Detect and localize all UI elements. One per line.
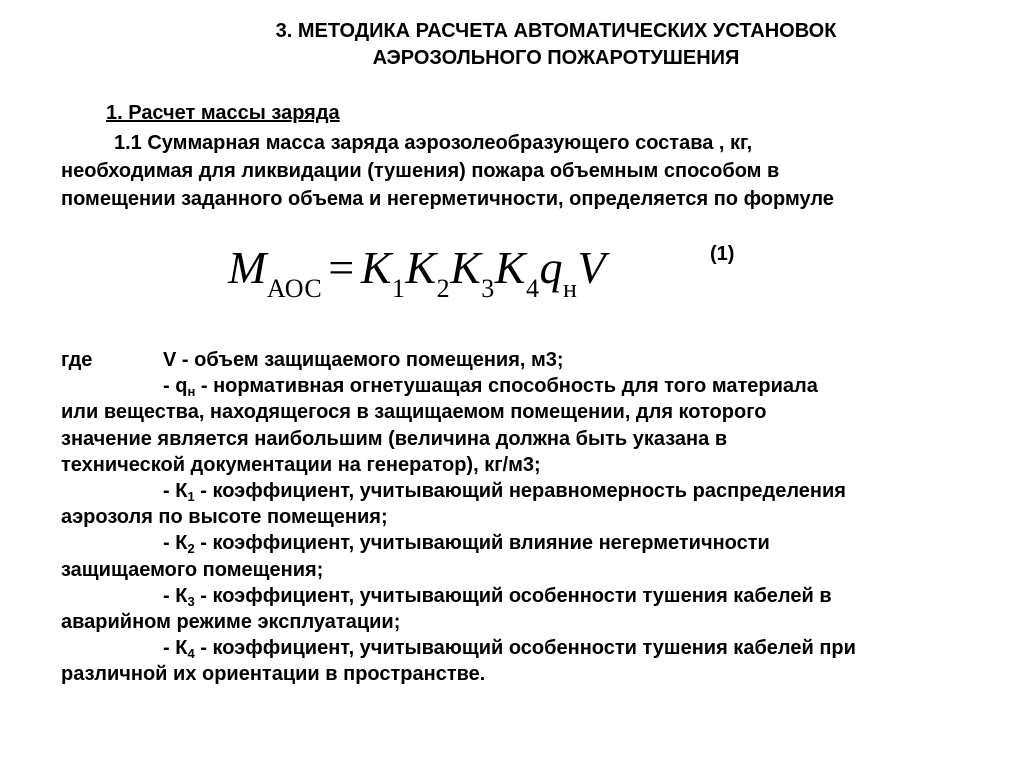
formula-q-subscript: н [562,274,578,303]
def-k1-cont: аэрозоля по высоте помещения; [61,506,388,529]
formula-v: V [577,242,606,293]
def-k1-subscript: 1 [187,489,195,505]
formula-number: (1) [710,243,735,265]
formula-k: K [494,242,526,293]
definitions [61,347,981,688]
def-k2-text: - коэффициент, учитывающий влияние негерметичности [194,532,770,555]
def-k1-text: - коэффициент, учитывающий неравномерность распределения [194,480,846,503]
def-k2-cont: защищаемого помещения; [61,558,324,581]
formula-k: K [360,242,392,293]
def-k2-subscript: 2 [187,541,195,557]
def-q-cont: или вещества, находящегося в защищаемом помещении, для которого [61,401,767,424]
intro-line: необходимая для ликвидации (тушения) пожара объемным способом в [61,160,780,182]
def-k2-symbol: - К [163,532,188,555]
formula-k: K [450,242,482,293]
intro-line: помещении заданного объема и негерметичности, определяется по формуле [61,188,834,210]
def-k3-subscript: 3 [187,593,195,609]
formula-q: q [539,242,563,293]
intro-line: 1.1 Суммарная масса заряда аэрозолеобразующего состава , кг, [114,132,753,154]
formula-m: M [228,242,267,293]
def-k4-symbol: - К [163,637,188,660]
formula-k: K [405,242,437,293]
formula-equals: = [328,242,355,293]
def-k1 [61,478,981,504]
where-label: где [61,349,93,371]
def-q-symbol: - q [163,375,188,398]
def-k3 [61,583,981,609]
title-line-1: 3. МЕТОДИКА РАСЧЕТА АВТОМАТИЧЕСКИХ УСТАНОВОК [275,20,837,42]
formula-m-subscript: АОС [266,274,323,303]
def-k4-subscript: 4 [187,646,195,662]
section-heading: 1. Расчет массы заряда [106,102,340,124]
formula-k3-subscript: 3 [481,274,495,303]
def-k1-symbol: - К [163,480,188,503]
def-k4-cont: различной их ориентации в пространстве. [61,663,486,686]
formula [228,238,606,303]
def-v [61,347,981,373]
def-v-text: V - объем защищаемого помещения, м3; [163,349,564,371]
def-k4-text: - коэффициент, учитывающий особенности тушения кабелей при [194,637,856,660]
def-q-cont: значение является наибольшим (величина должна быть указана в [61,427,728,450]
def-k2 [61,530,981,556]
title-line-2: АЭРОЗОЛЬНОГО ПОЖАРОТУШЕНИЯ [372,47,740,69]
formula-k1-subscript: 1 [391,274,406,303]
def-q [61,373,981,399]
slide-title [0,18,1024,72]
formula-k4-subscript: 4 [525,274,540,303]
def-q-cont: технической документации на генератор), кг/м3; [61,453,541,476]
def-k3-text: - коэффициент, учитывающий особенности тушения кабелей в [194,584,832,607]
def-k3-cont: аварийном режиме эксплуатации; [61,611,401,634]
def-k3-symbol: - К [163,584,188,607]
def-q-text: - нормативная огнетушащая способность для того материала [195,375,818,398]
def-k4 [61,635,981,661]
def-q-subscript: н [187,384,196,400]
intro-paragraph [61,129,981,213]
formula-k2-subscript: 2 [436,274,451,303]
